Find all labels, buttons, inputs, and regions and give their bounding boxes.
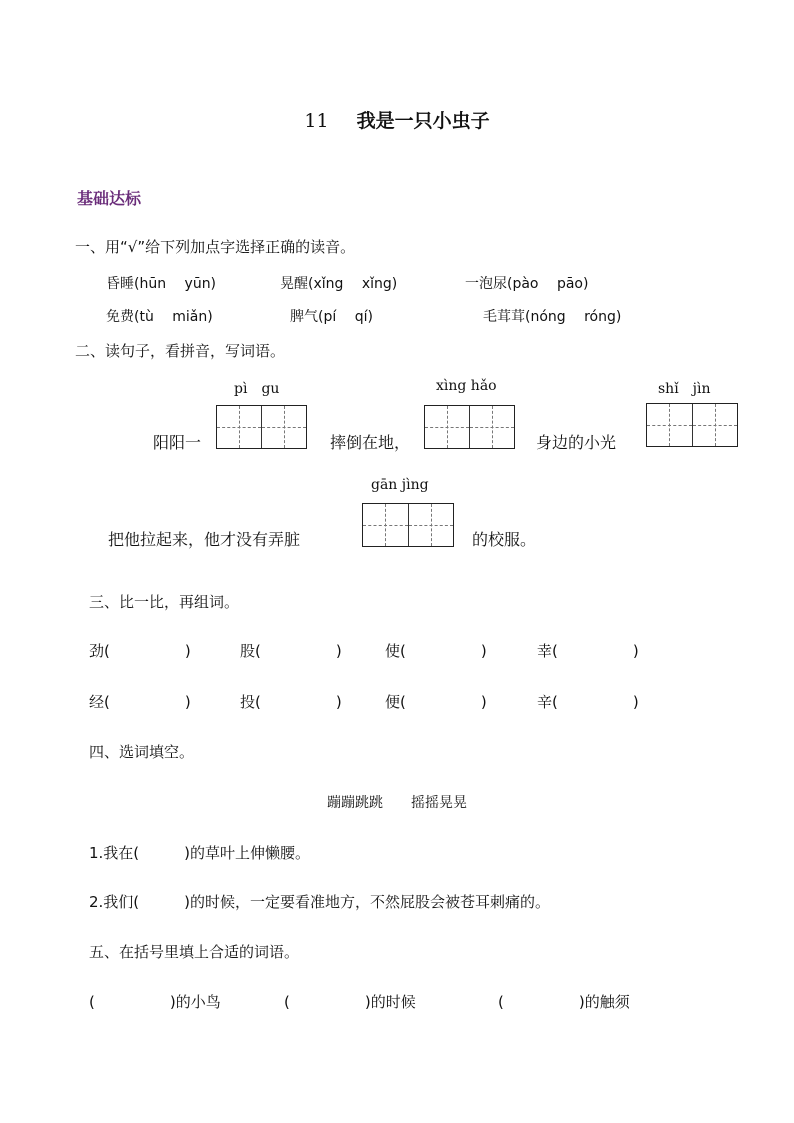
compare-item[interactable]: 幸( ) [537,642,639,660]
page-title [0,106,794,133]
compare-item[interactable]: 使( ) [385,642,487,660]
fill-phrase[interactable]: ( )的触须 [498,993,630,1011]
q3-heading: 三、比一比，再组词。 [89,593,240,611]
word-options: 蹦蹦跳跳 摇摇晃晃 [327,795,467,811]
compare-item[interactable]: 便( ) [385,693,487,711]
q2-heading: 二、读句子，看拼音，写词语。 [75,342,286,360]
q4-heading: 四、选词填空。 [89,743,195,761]
q1-item[interactable]: 脾气(pí qí) [290,309,373,325]
sentence-text: 阳阳一 [153,433,202,452]
sentence-text: 身边的小光 [536,433,617,452]
q1-item[interactable]: 晃醒(xǐng xǐng) [280,276,398,292]
q1-item[interactable]: 一泡尿(pào pāo) [465,276,589,292]
compare-item[interactable]: 股( ) [240,642,342,660]
compare-item[interactable]: 辛( ) [537,693,639,711]
q1-item[interactable]: 免费(tù miǎn) [106,309,213,325]
writing-grid[interactable] [216,405,307,449]
q1-item[interactable]: 毛茸茸(nóng róng) [483,309,622,325]
pinyin-label: shǐ jìn [658,381,711,397]
fill-sentence[interactable]: 2.我们( )的时候，一定要看准地方，不然屁股会被苍耳刺痛的。 [89,893,551,911]
q5-heading: 五、在括号里填上合适的词语。 [89,943,300,961]
lesson-number: 11 [304,110,329,132]
q1-heading: 一、用“√”给下列加点字选择正确的读音。 [75,238,356,256]
compare-item[interactable]: 投( ) [240,693,342,711]
writing-grid[interactable] [424,405,515,449]
q1-item[interactable]: 昏睡(hūn yūn) [106,276,217,292]
pinyin-label: gān jìng [371,477,429,493]
pinyin-label: xìng hǎo [436,378,497,394]
compare-item[interactable]: 经( ) [89,693,191,711]
fill-phrase[interactable]: ( )的时候 [284,993,416,1011]
fill-phrase[interactable]: ( )的小鸟 [89,993,221,1011]
section-basic-heading: 基础达标 [77,189,142,208]
sentence-text: 把他拉起来，他才没有弄脏 [108,530,301,549]
compare-item[interactable]: 劲( ) [89,642,191,660]
pinyin-label: pì gu [234,381,280,397]
sentence-text: 的校服。 [472,530,537,549]
sentence-text: 摔倒在地， [330,433,411,452]
lesson-title: 我是一只小虫子 [356,110,490,132]
writing-grid[interactable] [362,503,454,547]
writing-grid[interactable] [646,403,738,447]
fill-sentence[interactable]: 1.我在( )的草叶上伸懒腰。 [89,844,311,862]
